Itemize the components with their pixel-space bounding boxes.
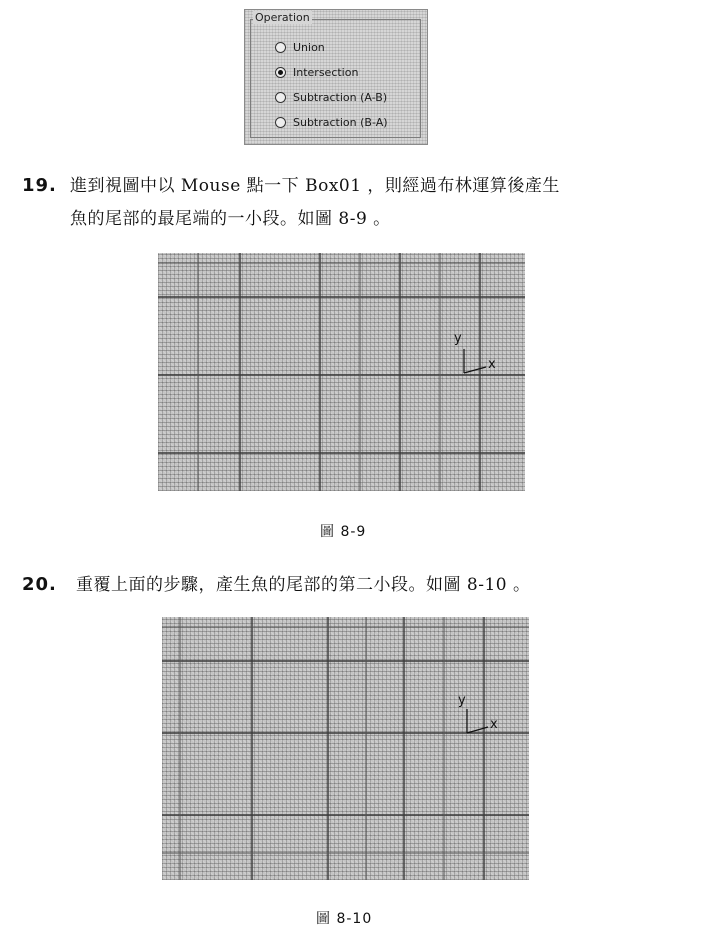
radio-union-label: Union — [293, 40, 325, 54]
step-20-number: 20. — [22, 574, 57, 595]
figure-8-9-grid — [158, 253, 525, 491]
radio-intersection[interactable] — [275, 63, 358, 81]
figure-8-9-viewport — [158, 253, 525, 491]
figure-8-10-axis-tripod — [467, 709, 488, 733]
boolean-operation-panel — [244, 9, 428, 145]
step-20-text: 重覆上面的步驟，產生魚的尾部的第二小段。如圖 8-10 。 — [76, 575, 531, 595]
radio-intersection-button[interactable] — [275, 67, 286, 78]
radio-subtraction-b-a[interactable] — [275, 113, 388, 131]
operation-group-title: Operation — [255, 11, 310, 24]
figure-8-10-axis-x-label: x — [490, 717, 498, 732]
figure-8-9-axis-x-label: x — [488, 357, 496, 372]
radio-subtraction-a-b[interactable] — [275, 88, 387, 106]
figure-8-9-axis-tripod — [464, 349, 486, 373]
figure-8-9-axis-y-label: y — [454, 331, 462, 346]
radio-subtraction-b-a-label: Subtraction (B-A) — [293, 115, 388, 129]
radio-union-button[interactable] — [275, 42, 286, 53]
figure-8-10-caption: 圖 8-10 — [316, 911, 373, 927]
figure-8-10-grid — [162, 617, 529, 880]
figure-8-10-viewport — [162, 617, 529, 880]
step-19-line-1: 進到視圖中以 Mouse 點一下 Box01 ，則經過布林運算後產生 — [70, 176, 560, 196]
radio-subtraction-a-b-button[interactable] — [275, 92, 286, 103]
radio-subtraction-a-b-label: Subtraction (A-B) — [293, 90, 388, 104]
step-19-line-2: 魚的尾部的最尾端的一小段。如圖 8-9 。 — [70, 209, 391, 229]
radio-intersection-label: Intersection — [293, 65, 359, 79]
radio-subtraction-b-a-button[interactable] — [275, 117, 286, 128]
figure-8-9-caption: 圖 8-9 — [320, 524, 367, 540]
radio-union[interactable] — [275, 38, 325, 56]
figure-8-10-axis-y-label: y — [458, 693, 466, 708]
step-19-number: 19. — [22, 175, 57, 196]
